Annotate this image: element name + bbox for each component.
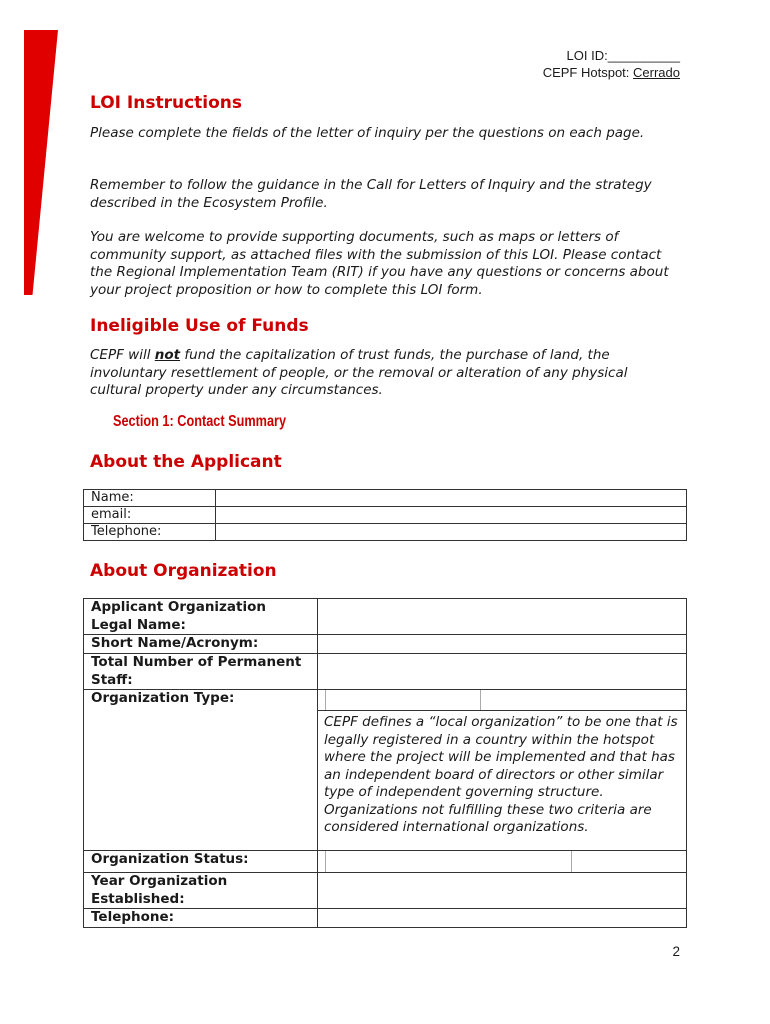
applicant-email-label: email:: [84, 507, 216, 524]
table-row: [84, 490, 687, 507]
organization-table: [83, 598, 687, 928]
org-definition-cell: [318, 711, 687, 851]
ineligible-emphasis: not: [154, 347, 181, 363]
ineligible-title: Ineligible Use of Funds: [90, 316, 309, 336]
section-label: Section 1: Contact Summary: [113, 413, 287, 430]
short-name-label: Short Name/Acronym:: [84, 635, 318, 654]
org-status-field[interactable]: [318, 851, 687, 873]
org-status-option-1[interactable]: [326, 851, 572, 872]
hotspot-line: [543, 64, 680, 81]
table-row: [84, 635, 687, 654]
org-type-options: [318, 690, 686, 710]
table-row: [84, 654, 687, 690]
instructions-p1: Please complete the fields of the letter of inquiry per the questions on each page.: [90, 125, 645, 141]
hotspot-value: Cerrado: [633, 65, 680, 80]
org-status-options: [318, 851, 686, 872]
ineligible-text-after: fund the capitalization of trust funds, the purchase of land, the involuntary resettlement of people, or the removal or alteration of any physical cultural property under any circumstances.: [90, 347, 628, 398]
year-established-label: Year Organization Established:: [84, 873, 318, 909]
applicant-name-field[interactable]: [216, 490, 687, 507]
org-type-field[interactable]: [318, 690, 687, 711]
table-row: [84, 851, 687, 873]
org-type-option-1[interactable]: [326, 690, 481, 710]
organization-title: About Organization: [90, 561, 277, 581]
org-type-label: Organization Type:: [84, 690, 318, 851]
short-name-field[interactable]: [318, 635, 687, 654]
org-telephone-label: Telephone:: [84, 909, 318, 928]
instructions-p3: You are welcome to provide supporting documents, such as maps or letters of community support, as attached files with the submission of this LOI. Please contact the Regional Implementation Team (RIT) if you have any questions or concerns about your project proposition or how to complete this LOI form.: [90, 229, 669, 298]
applicant-table: [83, 489, 687, 541]
red-accent-bar: [24, 30, 58, 295]
applicant-title: About the Applicant: [90, 452, 282, 472]
table-row: [84, 524, 687, 541]
staff-label: Total Number of Permanent Staff:: [84, 654, 318, 690]
loi-id-label: LOI ID:__________: [566, 48, 680, 63]
org-status-label: Organization Status:: [84, 851, 318, 873]
table-row: [84, 599, 687, 635]
legal-name-label: Applicant Organization Legal Name:: [84, 599, 318, 635]
table-row: [84, 873, 687, 909]
local-organization-definition: CEPF defines a “local organization” to be one that is legally registered in a country within the hotspot where the project will be implemented and that has an independent board of directors or other similar type of independent governing structure. Organizations not fulfilling these two criteria are considered international organizations.: [324, 714, 678, 835]
org-telephone-field[interactable]: [318, 909, 687, 928]
instructions-title: LOI Instructions: [90, 93, 243, 113]
hotspot-label: CEPF Hotspot:: [542, 65, 630, 80]
applicant-telephone-field[interactable]: [216, 524, 687, 541]
legal-name-field[interactable]: [318, 599, 687, 635]
page-number: 2: [672, 944, 680, 959]
applicant-telephone-label: Telephone:: [84, 524, 216, 541]
applicant-email-field[interactable]: [216, 507, 687, 524]
ineligible-paragraph: [90, 347, 680, 400]
ineligible-text-before: CEPF will: [90, 347, 155, 363]
table-row: [84, 909, 687, 928]
staff-field[interactable]: [318, 654, 687, 690]
applicant-name-label: Name:: [84, 490, 216, 507]
instructions-p2: Remember to follow the guidance in the Call for Letters of Inquiry and the strategy described in the Ecosystem Profile.: [90, 177, 652, 211]
table-row: [84, 507, 687, 524]
table-row: [84, 690, 687, 711]
header-info: [543, 47, 680, 81]
year-established-field[interactable]: [318, 873, 687, 909]
